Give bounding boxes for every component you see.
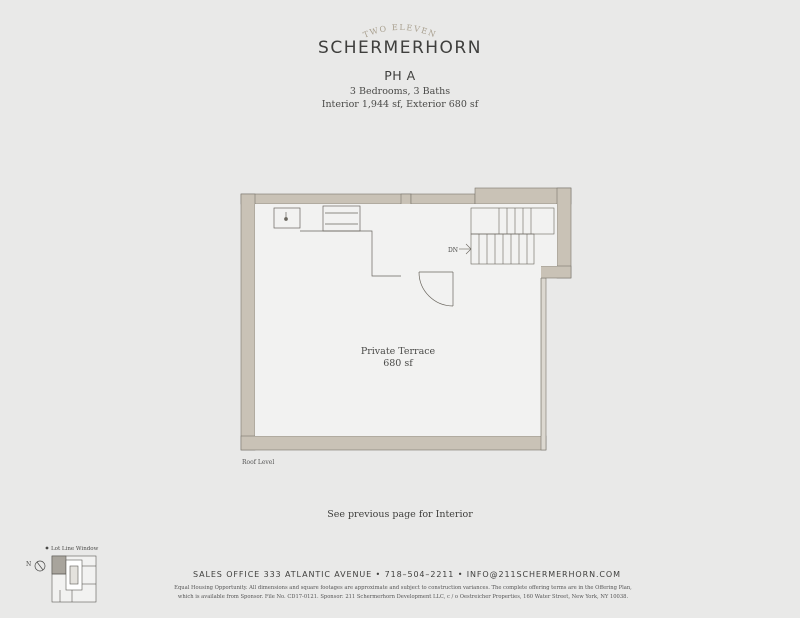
- svg-text:TWO ELEVEN: TWO ELEVEN: [361, 22, 439, 40]
- brand-name: SCHERMERHORN: [318, 38, 482, 58]
- lot-line-legend: Lot Line Window: [51, 546, 99, 552]
- compass-icon: [35, 561, 45, 571]
- square-footage: Interior 1,944 sf, Exterior 680 sf: [321, 99, 479, 110]
- room-area: 680 sf: [383, 358, 413, 369]
- lot-line-dot: [46, 547, 49, 550]
- see-previous-note: See previous page for Interior: [327, 509, 473, 520]
- unit-title: PH A: [384, 68, 416, 83]
- north-label: N: [26, 561, 32, 568]
- level-label: Roof Level: [242, 459, 275, 466]
- sales-office-line: SALES OFFICE 333 ATLANTIC AVENUE • 718–504–2211 • INFO@211SCHERMERHORN.COM: [193, 570, 621, 579]
- floor-plan: [230, 180, 580, 455]
- stair-label: DN: [448, 247, 459, 254]
- key-plan: [22, 540, 122, 605]
- legal-disclaimer-1: Equal Housing Opportunity. All dimensions and square footages are approximate and subject to construction variances. The complete offering terms are in the Offering Plan,: [174, 585, 632, 591]
- key-plan-building: [52, 556, 96, 602]
- legal-disclaimer-2: which is available from Sponsor. File No. CD17-0121. Sponsor: 211 Schermerhorn Development LLC, c / o Oestreicher Properties, 160 Water Street, New York, NY 10038.: [177, 594, 629, 600]
- room-name: Private Terrace: [360, 346, 436, 357]
- bedrooms-baths: 3 Bedrooms, 3 Baths: [349, 86, 451, 97]
